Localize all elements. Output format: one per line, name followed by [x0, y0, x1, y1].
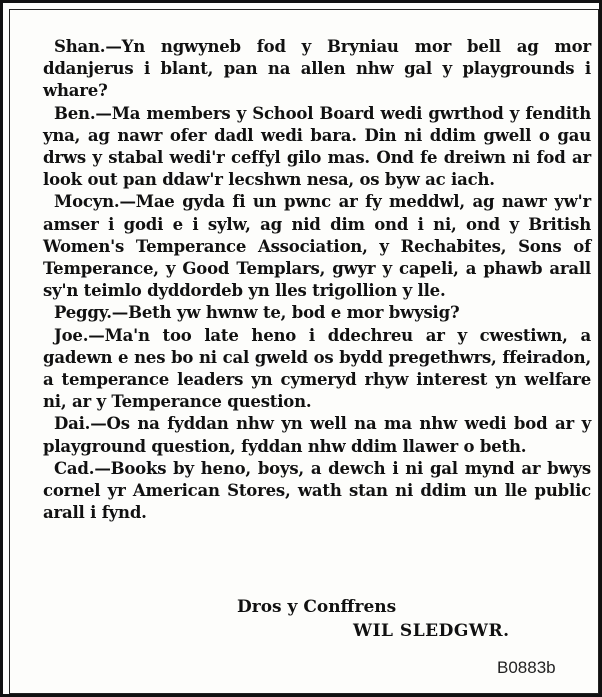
paragraph-shan: [43, 36, 591, 103]
paragraph-mocyn: [43, 191, 591, 302]
speaker: Joe.: [54, 325, 89, 345]
dialogue: —Beth yw hwnw te, bod e mor bwysig?: [111, 303, 460, 323]
dialogue: —Ma members y School Board wedi gwrthod y fendith yna, ag nawr ofer dadl wedi bara. Din ni ddim gwell o gau drws y stabal wedi'r ceffyl gilo mas. Ond fe dreiwn ni fod ar look out pan ddaw'r lecshwn nesa, os byw ac iach.: [43, 103, 591, 190]
speaker: Shan.: [54, 37, 106, 56]
article-body: [43, 36, 591, 524]
dialogue: —Mae gyda fi un pwnc ar fy meddwl, ag nawr yw'r amser i godi e i sylw, ag nid dim ond i ni, ond y British Women's Temperance Association, y Rechabites, Sons of Temperance, y Good Templars, gwyr y capeli, a phawb arall sy'n teimlo dyddordeb yn lles trigollion y lle.: [43, 192, 591, 301]
paragraph-cad: [43, 458, 591, 525]
paragraph-joe: [43, 325, 591, 414]
paragraph-dai: [43, 413, 591, 457]
reference-code: B0883b: [497, 658, 556, 677]
dialogue: —Books by heno, boys, a dewch i ni gal mynd ar bwys cornel yr American Stores, wath stan ni ddim un lle public arall i fynd.: [43, 458, 591, 523]
speaker: Ben.: [54, 103, 96, 123]
dialogue: —Ma'n too late heno i ddechreu ar y cwestiwn, a gadewn e nes bo ni cal gweld os bydd pregethwrs, ffeiradon, a temperance leaders yn cymeryd rhyw interest yn welfare ni, ar y Temperance question.: [43, 325, 591, 412]
paragraph-peggy: [43, 302, 591, 324]
dialogue: —Yn ngwyneb fod y Bryniau mor bell ag mor ddanjerus i blant, pan na allen nhw gal y playgrounds i whare?: [43, 37, 591, 101]
paragraph-ben: [43, 103, 591, 192]
signature-name: WIL SLEDGWR.: [353, 621, 510, 641]
speaker: Dai.: [54, 414, 91, 434]
speaker: Peggy.: [54, 303, 112, 323]
dialogue: —Os na fyddan nhw yn well na ma nhw wedi bod ar y playground question, fyddan nhw ddim llawer o beth.: [43, 414, 591, 456]
signature-line-1: Dros y Conffrens: [237, 597, 397, 617]
speaker: Cad.: [54, 458, 95, 478]
speaker: Mocyn.: [54, 192, 120, 212]
